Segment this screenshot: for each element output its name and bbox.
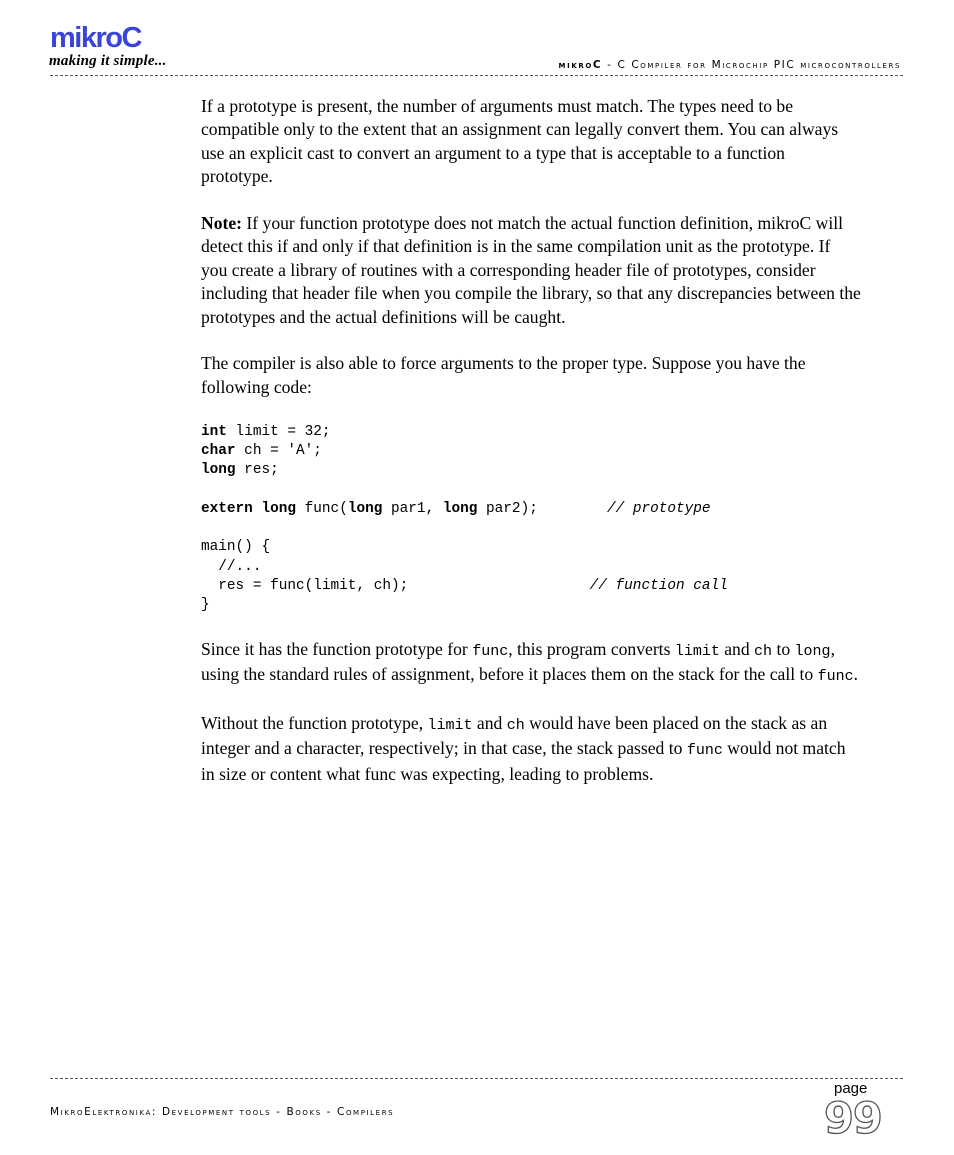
code-line-call: res = func(limit, ch); // function call bbox=[201, 578, 728, 595]
header-product: mikroC bbox=[558, 59, 603, 71]
tagline: making it simple... bbox=[49, 53, 167, 69]
code-comment-call: // function call bbox=[589, 578, 728, 595]
code-line-comment: //... bbox=[201, 558, 262, 575]
code-example bbox=[201, 423, 861, 616]
note-label: Note: bbox=[201, 213, 243, 234]
code-line-main: main() { bbox=[201, 539, 271, 556]
note-text: If your function prototype does not match the actual function definition, mikroC will detect this if and only if that definition is in the same compilation unit as the prototype. If you create a library of routines with a corresponding header file of prototypes, consider including that header file when you compile the library, so that any discrepancies between the prototypes and the actual definitions will be caught. bbox=[201, 213, 861, 327]
code-line-prototype: extern long func(long par1, long par2); // prototype bbox=[201, 500, 711, 517]
paragraph-conversion: Since it has the function prototype for func, this program converts limit and ch to long, using the standard rules of assignment, before it places them on the stack for the call to func. bbox=[201, 638, 859, 686]
logo-text: mikroC bbox=[50, 22, 141, 54]
page-number: 99 bbox=[824, 1094, 882, 1144]
header-rest: - C Compiler for Microchip PIC microcontrollers bbox=[602, 59, 901, 71]
code-line-2: char ch = 'A'; bbox=[201, 442, 322, 459]
code-comment-prototype: // prototype bbox=[606, 500, 711, 517]
paragraph-note bbox=[201, 212, 861, 329]
code-line-1: int limit = 32; bbox=[201, 423, 331, 440]
code-line-3: long res; bbox=[201, 462, 279, 479]
page-label: page bbox=[834, 1080, 868, 1097]
header-divider bbox=[50, 75, 903, 76]
running-footer: MikroElektronika: Development tools - Books - Compilers bbox=[50, 1106, 395, 1118]
paragraph-without-prototype: Without the function prototype, limit and ch would have been placed on the stack as an integer and a character, respectively; in that case, the stack passed to func would not match in size or content what func was expecting, leading to problems. bbox=[201, 712, 846, 784]
paragraph-prototype-args: If a prototype is present, the number of arguments must match. The types need to be compatible only to the extent that an assignment can legally convert them. You can always use an explicit cast to convert an argument to a type that is acceptable to a function prototype. bbox=[201, 96, 839, 187]
mikroc-logo bbox=[50, 20, 150, 54]
footer-divider bbox=[50, 1078, 903, 1079]
paragraph-force-args: The compiler is also able to force arguments to the proper type. Suppose you have the following code: bbox=[201, 353, 806, 397]
code-line-close: } bbox=[201, 597, 210, 614]
page-body bbox=[201, 95, 861, 809]
running-header bbox=[559, 59, 901, 71]
